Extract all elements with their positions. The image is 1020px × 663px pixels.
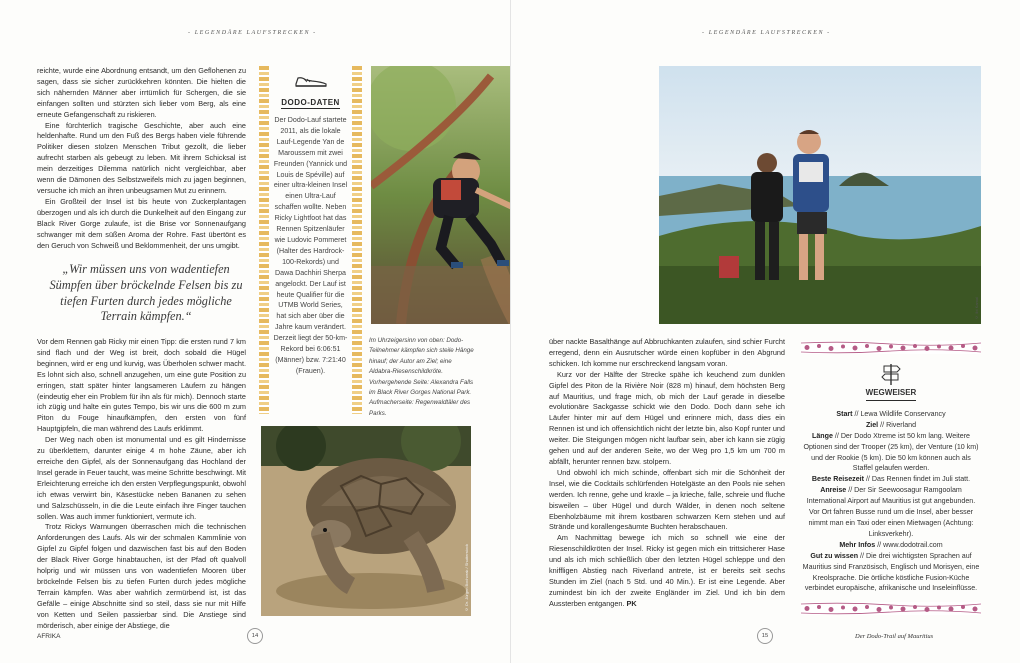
paragraph: Trotz Rickys Warnungen überraschen mich die technischen Anforderungen des Laufs. Als wir der schmalen Kammlinie von Gipfel zu Gipfel folgen und dazwischen fast bis auf den Boden der Black River Gorge hinabtauchen, ist der Pfad oft qualvoll holprig und wir müssen uns von wadentiefen Mooren über bröckelnde Felsen bis zu tiefen Furten durch jedes mögliche Terrain kämpfen. Was aber wahrlich zermürbend ist, ist das Gefälle – einige Abschnitte sind so steil, dass sie nur mit Hilfe von Ketten und Seilen passierbar sind. Die Anstiege sind mörderisch, aber einige der Abstiege, die (37, 522, 246, 630)
wegweiser-title: WEGWEISER (866, 388, 917, 401)
paragraph: Vor dem Rennen gab Ricky mir einen Tipp: die ersten rund 7 km sind flach und der Weg ist breit, doch sobald die Hügel beginnen, wird er eng und kurvig, was Überholen schwer macht. Es lohnt sich also, schnell anzugehen, um eine gute Position zu erringen, statt später hinter langsameren Läufern zu hängen (eindeutig eher ein Problem für ihn als für mich). Dennoch starte ich zügig und halte ein gutes Tempo, bis wir uns die 600 m zum Piton du Fouge hinaufkämpfen, den ersten von fünf Hauptgipfeln, die man während des Laufs erklimmt. (37, 337, 246, 434)
running-head-left: - LEGENDÄRE LAUFSTRECKEN - (188, 30, 317, 36)
ornament-border-bottom (801, 602, 981, 615)
signpost-icon (880, 362, 902, 386)
wegweiser-box (801, 356, 981, 594)
paragraph: Kurz vor der Hälfte der Strecke spähe ich keuchend zum dunklen Gipfel des Piton de la Rivière Noir (828 m) hinauf, dem höchsten Berg auf Mauritius, und frage mich, ob mich der Lauf gerade in dieselbe evolutionäre Sackgasse schickt wie den Dodo. Doch dann sehe ich Läufer hinter mir auf dem Hügel und erinnere mich, dass dies ein Rennen ist und ich offensichtlich nicht der letzte bin, also Kopf runter und weiter. Die Steigungen mögen nicht laufbar sein, aber ich kann sie zügig gehen und auf der anderen Seite, wo der Weg pro 1,5 km um 700 m abfällt, herunter rennen bzw. stolpern. (549, 369, 785, 466)
wegweiser-entry: Länge // Der Dodo Xtreme ist 50 km lang. Weitere Optionen sind der Trooper (25 km), der Venture (10 km) und der Rookie (5 km). Die 50 km können auch als Staffel gelaufen werden. (803, 431, 979, 473)
photo-credit-tortoise: © Dr. Jürgen Bochorak / Shutterstock (464, 543, 469, 612)
pull-quote: „Wir müssen uns von wadentiefen Sümpfen über bröckelnde Felsen bis zu tiefen Furten durch jedes mögliche Terrain kämpfen.“ (49, 262, 243, 324)
paragraph: Ein Großteil der Insel ist bis heute von Zuckerplantagen überzogen und als ich durch die Dunkelheit auf den Eingang zur Black River Gorge zulaufe, ist die Brise vor Sonnenaufgang schwanger mit dem süßen Aroma der Rohre. Fast übertönt es den Geruch von Schweiß und Beklommenheit, der uns umgibt. (37, 196, 246, 250)
right-column (549, 337, 785, 610)
paragraph: Der Weg nach oben ist monumental und es gilt Hindernisse zu überklettern, darunter einige 4 m hohe Zäune, aber ich erreiche den Gipfel, als der Sonnenaufgang das Hochland der Insel gerade in Feuer taucht, was meine Schritte beschwingt. Mit Erleichterung erreiche ich den ersten Verpflegungspunkt, obwohl ich etwas verwirrt bin, Käsestücke neben Bananen zu sehen und Salzschüsseln, in die die Leute einfach ihre Finger tauchen sollen. Was auch immer funktioniert, vermute ich. (37, 435, 246, 521)
page-number-left: 14 (247, 628, 263, 644)
paragraph: über nackte Basalthänge auf Abbruchkanten zulaufen, sind schier Furcht erregend, denn ein Ausrutscher würde einen kopfüber in den Abgrund schicken. Ich komme nur erschreckend langsam voran. (549, 337, 785, 368)
paragraph: Am Nachmittag bewege ich mich so schnell wie eine der Riesenschildkröten der Insel. Ricky ist gegen mich ein trittsicherer Hase und als ich mich schließlich über den letzten Hügel schleppe und den kniffligen Abstieg nach Riverland antrete, ist er bereits seit sechs Stunden im Ziel (nach 5 Std. und 40 Min.). Er ist eine Legende. Aber zumindest bin ich der zweite Engländer im Ziel. Und ich bin dem Aussterben entgangen. PK (549, 533, 785, 608)
wegweiser-entry: Anreise // Der Sir Seewoosagur Ramgoolam International Airport auf Mauritius ist gut angebunden. Vor Ort fahren Busse rund um die Insel, aber besser nimmt man ein Taxi oder einen Mietwagen (Achtung: Linksverkehr). (806, 486, 976, 538)
author-summit-photo (659, 66, 981, 324)
wegweiser-entry: Mehr Infos // www.dodotrail.com (839, 540, 943, 549)
left-column-bottom (37, 337, 246, 631)
wegweiser-entry: Beste Reisezeit // Das Rennen findet im Juli statt. (811, 475, 971, 484)
end-mark: PK (626, 598, 637, 608)
tortoise-photo (261, 426, 471, 616)
wegweiser-entry: Gut zu wissen // Die drei wichtigsten Sprachen auf Mauritius sind Französisch, Englisch und Morisyen, eine Kreolsprache. Die örtliche köstliche Fusion-Küche verbindet europäische, afrikanische und Inseleinflüsse. (802, 551, 980, 593)
footer-section: AFRIKA (37, 633, 61, 640)
paragraph: Und obwohl ich mich schinde, offenbart sich mir die Schönheit der Insel, wie die Cocktails schlürfenden Hotelgäste an den Pools nie sehen werden. Ich renne, gehe und kraxle – ja krieche, falle, schreie und fluche bisweilen – über Hügel und durch Wälder, in denen noch seltene Ebenholzbäume mit ihrem kostbaren schwarzen Kern stehen und auf Strände und korallengesäumte Buchten herabschauen. (549, 467, 785, 532)
wegweiser-entry: Ziel // Riverland (865, 420, 917, 429)
footer-title: Der Dodo-Trail auf Mauritius (855, 633, 934, 640)
paragraph: Eine fürchterlich tragische Geschichte, aber auch eine heldenhafte. Rund um den Fuß des Bergs haben viele führende Politiker diesen stolzen Menschen Tribut gezollt, die lieber aufrecht starben als gebeugt zu leben. Mit ihrem Schicksal ist mein derzeitiges Dilemma natürlich nicht vergleichbar, aber wenn die Dämonen des Selbstzweifels mich zu jagen beginnen, versuche ich mich an ihren unbeugsamen Mut zu erinnern. (37, 120, 246, 195)
left-column-top (37, 66, 246, 251)
photo-caption: Im Uhrzeigersinn von oben: Dodo-Teilnehmer kämpfen sich steile Hänge hinauf; der Autor am Ziel; eine Aldabra-Riesenschildkröte. Vorhergehende Seite: Alexandra Falls im Black River Gorges National Park. Aufmacherseite: Regenwaldtäler des Parks. (369, 337, 474, 417)
ornament-border-top (801, 341, 981, 354)
paragraph: reichte, wurde eine Abordnung entsandt, um den Geflohenen zu sagen, dass sie sicher zurückkehren könnten. Die hielten die sich nähernden Männer aber irrtümlich für Schergen, die sie einfangen sollten und stürzten sich lieber vom Berg, als eine erneute Gefangenschaft zu riskieren. (37, 66, 246, 119)
wegweiser-entry: Start // Lewa Wildlife Conservancy (836, 409, 946, 418)
running-shoe-icon (294, 74, 328, 88)
sidebar-text: Der Dodo-Lauf startete 2011, als die lokale Lauf-Legende Yan de Maroussem mit zwei Freunden (Yannick und Louis de Spéville) auf einer ultra-kleinen Insel einen Ultra-Lauf schaffen wollte. Neben Ricky Lightfoot hat das Rennen Spitzenläufer wie Ludovic Pommeret (Halter des Hardrock-100-Rekords) und Dawa Dachhiri Sherpa angelockt. Der Lauf ist heute Qualifier für die UTMB World Series, hat sich aber über die Jahre kaum verändert. Derzeit liegt der 50-km-Rekord bei 6:06:51 (Männer) bzw. 7:21:40 (Frauen). (273, 116, 348, 375)
dodo-daten-sidebar (259, 66, 362, 414)
running-head-right: - LEGENDÄRE LAUFSTRECKEN - (702, 30, 831, 36)
photo-credit-summit: © Ibi Kamal (974, 297, 979, 320)
page-number-right: 15 (757, 628, 773, 644)
sidebar-title: DODO-DATEN (281, 98, 340, 107)
